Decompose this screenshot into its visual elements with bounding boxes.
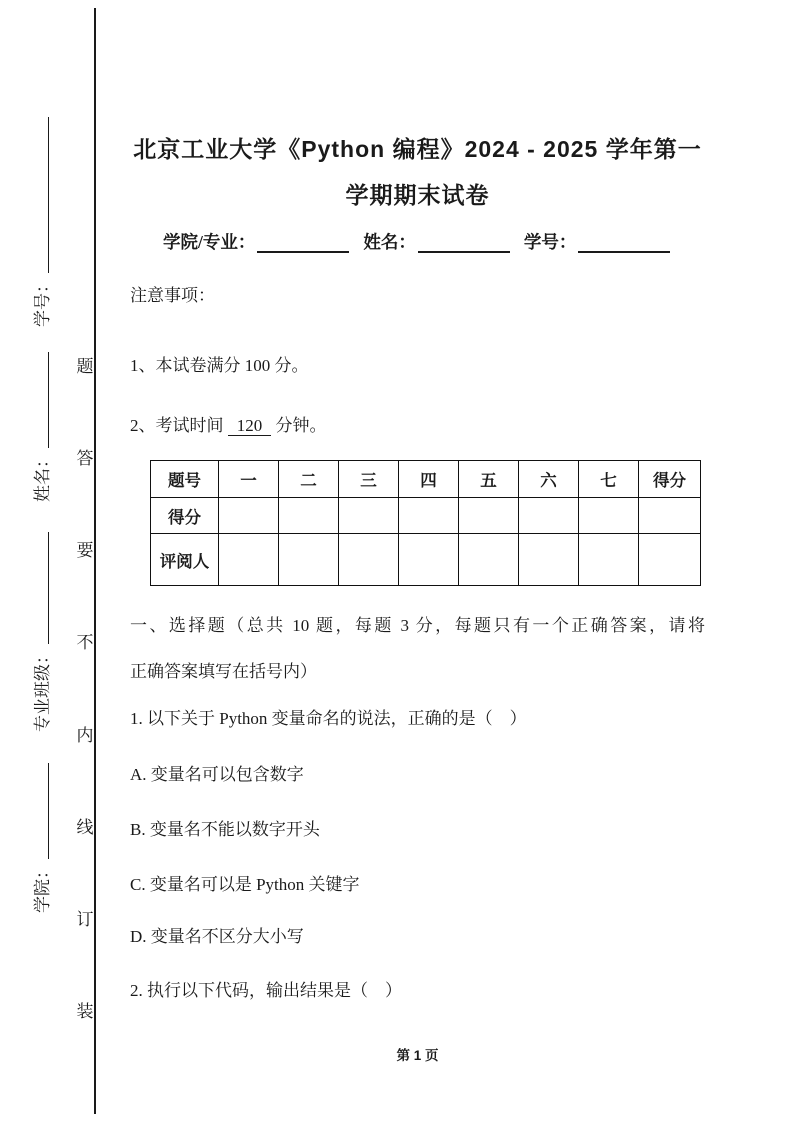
- margin-label-college: [29, 763, 51, 913]
- score-cell: [639, 498, 701, 534]
- section1-heading-line1: 一、选择题（总共 10 题，每题 3 分，每题只有一个正确答案，请将: [130, 616, 705, 635]
- notes-heading: 注意事项：: [130, 286, 215, 305]
- margin-label-text: 专业班级：: [32, 647, 52, 732]
- score-table-header-cell: 题号: [151, 461, 219, 498]
- reviewer-row-label: 评阅人: [151, 534, 219, 586]
- question-1: 1. 以下关于 Python 变量命名的说法，正确的是（ ）: [130, 709, 527, 728]
- section1-heading-line2: 正确答案填写在括号内）: [130, 662, 317, 681]
- score-table-header-cell: 四: [399, 461, 459, 498]
- score-table-score-row: [151, 498, 701, 534]
- binding-text-char: 线: [76, 817, 94, 837]
- reviewer-cell: [579, 534, 639, 586]
- score-table: [150, 460, 701, 586]
- score-table-reviewer-row: [151, 534, 701, 586]
- name-blank: [418, 233, 510, 253]
- binding-text-char: 内: [76, 725, 94, 745]
- notes-item-2-suffix: 分钟。: [275, 416, 327, 435]
- score-table-header-row: [151, 461, 701, 498]
- reviewer-cell: [279, 534, 339, 586]
- exam-title-line1: 北京工业大学《Python 编程》2024 - 2025 学年第一: [133, 136, 702, 162]
- score-table-header-cell: 六: [519, 461, 579, 498]
- score-row-label: 得分: [151, 498, 219, 534]
- binding-text-char: 题: [76, 357, 94, 376]
- margin-label-major-class: [29, 532, 51, 732]
- notes-item-2-prefix: 2、考试时间: [130, 416, 224, 435]
- question-1-option-c: C. 变量名可以是 Python 关键字: [130, 875, 360, 894]
- name-label: 姓名：: [363, 232, 416, 252]
- score-table-header-cell: 二: [279, 461, 339, 498]
- question-1-option-a: A. 变量名可以包含数字: [130, 765, 304, 784]
- college-major-blank: [257, 233, 349, 253]
- binding-text-char: 答: [76, 449, 94, 469]
- score-cell: [459, 498, 519, 534]
- score-cell: [339, 498, 399, 534]
- blank-line: [32, 117, 49, 273]
- margin-label-name: [29, 352, 51, 502]
- reviewer-cell: [219, 534, 279, 586]
- reviewer-cell: [519, 534, 579, 586]
- score-table-header-cell: 七: [579, 461, 639, 498]
- page-number: 第 1 页: [396, 1048, 439, 1063]
- question-1-option-b: B. 变量名不能以数字开头: [130, 820, 320, 839]
- margin-label-text: 学号：: [32, 276, 52, 327]
- exam-title-line2: 学期期末试卷: [345, 182, 490, 208]
- score-table-header-cell: 三: [339, 461, 399, 498]
- reviewer-cell: [639, 534, 701, 586]
- score-cell: [279, 498, 339, 534]
- score-table-header-cell: 五: [459, 461, 519, 498]
- student-id-blank: [578, 233, 670, 253]
- binding-text-char: 装: [76, 1001, 94, 1021]
- binding-text-char: 订: [76, 909, 94, 929]
- reviewer-cell: [459, 534, 519, 586]
- score-table-header-cell: 一: [219, 461, 279, 498]
- binding-text-char: 要: [76, 541, 94, 561]
- reviewer-cell: [399, 534, 459, 586]
- blank-line: [32, 352, 49, 448]
- score-cell: [219, 498, 279, 534]
- score-cell: [579, 498, 639, 534]
- margin-label-text: 姓名：: [32, 451, 52, 502]
- reviewer-cell: [339, 534, 399, 586]
- blank-line: [32, 532, 49, 644]
- student-info-row: [163, 229, 670, 254]
- score-cell: [519, 498, 579, 534]
- margin-label-student-id: [29, 117, 51, 327]
- exam-duration-value: 120: [228, 416, 272, 436]
- margin-label-text: 学院：: [32, 862, 52, 913]
- question-2: 2. 执行以下代码，输出结果是（ ）: [130, 981, 402, 1000]
- score-table-header-cell: 得分: [639, 461, 701, 498]
- notes-item-1: 1、本试卷满分 100 分。: [130, 356, 309, 375]
- blank-line: [32, 763, 49, 859]
- student-id-label: 学号：: [523, 232, 577, 252]
- score-cell: [399, 498, 459, 534]
- college-major-label: 学院/专业：: [163, 232, 256, 252]
- notes-item-2: [130, 411, 327, 436]
- question-1-option-d: D. 变量名不区分大小写: [130, 927, 304, 946]
- binding-text-column: [72, 352, 98, 1022]
- binding-text-char: 不: [76, 633, 94, 653]
